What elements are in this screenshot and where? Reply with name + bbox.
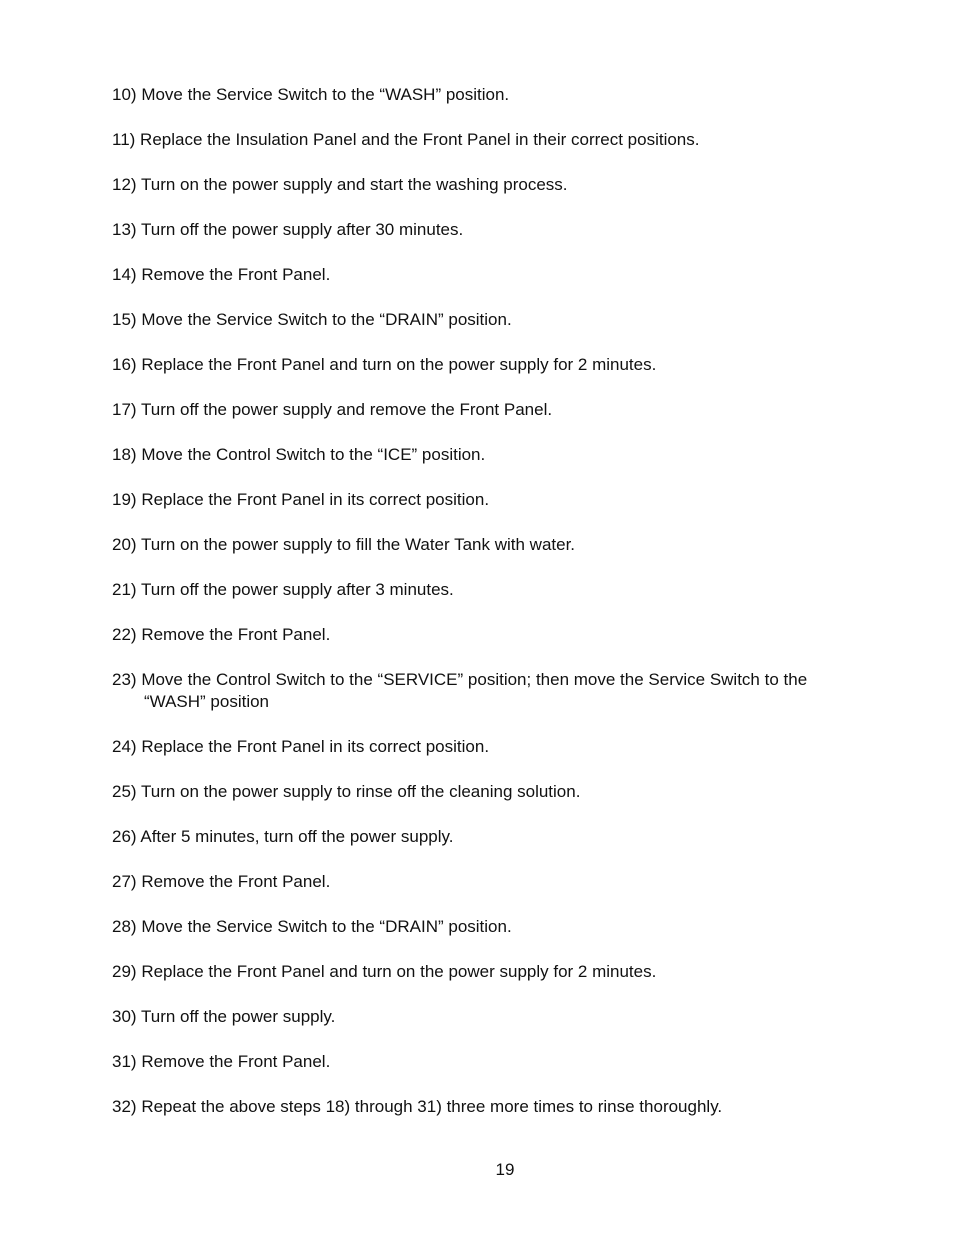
- step-number: 26): [112, 827, 137, 846]
- step-text: Turn on the power supply to fill the Water Tank with water.: [141, 535, 576, 554]
- step-text: Replace the Front Panel and turn on the power supply for 2 minutes.: [141, 962, 657, 981]
- step-text: Move the Service Switch to the “DRAIN” position.: [141, 310, 512, 329]
- step-number: 18): [112, 445, 137, 464]
- procedure-step: [112, 579, 842, 601]
- step-number: 28): [112, 917, 137, 936]
- step-number: 30): [112, 1007, 137, 1026]
- step-number: 11): [112, 130, 136, 149]
- step-number: 31): [112, 1052, 137, 1071]
- step-number: 23): [112, 670, 137, 689]
- procedure-step: [112, 1006, 842, 1028]
- step-text: Turn on the power supply and start the washing process.: [141, 175, 568, 194]
- step-text: Move the Service Switch to the “WASH” position.: [141, 85, 510, 104]
- procedure-step: [112, 736, 842, 758]
- step-number: 19): [112, 490, 137, 509]
- procedure-step: [112, 534, 842, 556]
- procedure-step: [112, 399, 842, 421]
- procedure-step: [112, 961, 842, 983]
- step-text: Remove the Front Panel.: [141, 625, 331, 644]
- step-number: 21): [112, 580, 137, 599]
- step-text: Move the Control Switch to the “SERVICE” position; then move the Service Switch to the “WASH” position: [141, 670, 808, 711]
- procedure-step: [112, 624, 842, 646]
- step-text: Remove the Front Panel.: [141, 265, 331, 284]
- procedure-step: [112, 781, 842, 803]
- step-number: 32): [112, 1097, 137, 1116]
- step-text: Remove the Front Panel.: [141, 872, 331, 891]
- procedure-step: [112, 489, 842, 511]
- step-text: Replace the Insulation Panel and the Front Panel in their correct positions.: [140, 130, 700, 149]
- step-number: 15): [112, 310, 137, 329]
- step-number: 16): [112, 355, 137, 374]
- procedure-step: [112, 669, 842, 713]
- step-number: 24): [112, 737, 137, 756]
- step-text: Repeat the above steps 18) through 31) three more times to rinse thoroughly.: [141, 1097, 723, 1116]
- procedure-step: [112, 219, 842, 241]
- step-number: 29): [112, 962, 137, 981]
- procedure-step: [112, 1096, 842, 1118]
- procedure-steps-list: [112, 84, 842, 1141]
- step-text: Move the Control Switch to the “ICE” position.: [141, 445, 486, 464]
- step-text: Turn off the power supply after 30 minutes.: [141, 220, 464, 239]
- step-number: 13): [112, 220, 137, 239]
- step-text: Turn off the power supply.: [141, 1007, 336, 1026]
- procedure-step: [112, 174, 842, 196]
- step-text: Turn off the power supply after 3 minutes.: [141, 580, 454, 599]
- step-text: Turn off the power supply and remove the Front Panel.: [141, 400, 553, 419]
- step-text: Replace the Front Panel and turn on the power supply for 2 minutes.: [141, 355, 657, 374]
- step-number: 22): [112, 625, 137, 644]
- step-text: Turn on the power supply to rinse off the cleaning solution.: [141, 782, 581, 801]
- step-text: Replace the Front Panel in its correct position.: [141, 490, 490, 509]
- procedure-step: [112, 84, 842, 106]
- procedure-step: [112, 264, 842, 286]
- step-text: Remove the Front Panel.: [141, 1052, 331, 1071]
- step-text: After 5 minutes, turn off the power supply.: [140, 827, 454, 846]
- page-number: 19: [495, 1160, 515, 1179]
- step-number: 25): [112, 782, 137, 801]
- step-text: Move the Service Switch to the “DRAIN” position.: [141, 917, 512, 936]
- procedure-step: [112, 129, 842, 151]
- procedure-step: [112, 1051, 842, 1073]
- step-number: 20): [112, 535, 137, 554]
- procedure-step: [112, 354, 842, 376]
- step-number: 10): [112, 85, 137, 104]
- procedure-step: [112, 916, 842, 938]
- step-text: Replace the Front Panel in its correct position.: [141, 737, 490, 756]
- step-number: 27): [112, 872, 137, 891]
- procedure-step: [112, 871, 842, 893]
- procedure-step: [112, 444, 842, 466]
- procedure-step: [112, 309, 842, 331]
- step-number: 12): [112, 175, 137, 194]
- step-number: 17): [112, 400, 137, 419]
- procedure-step: [112, 826, 842, 848]
- step-number: 14): [112, 265, 137, 284]
